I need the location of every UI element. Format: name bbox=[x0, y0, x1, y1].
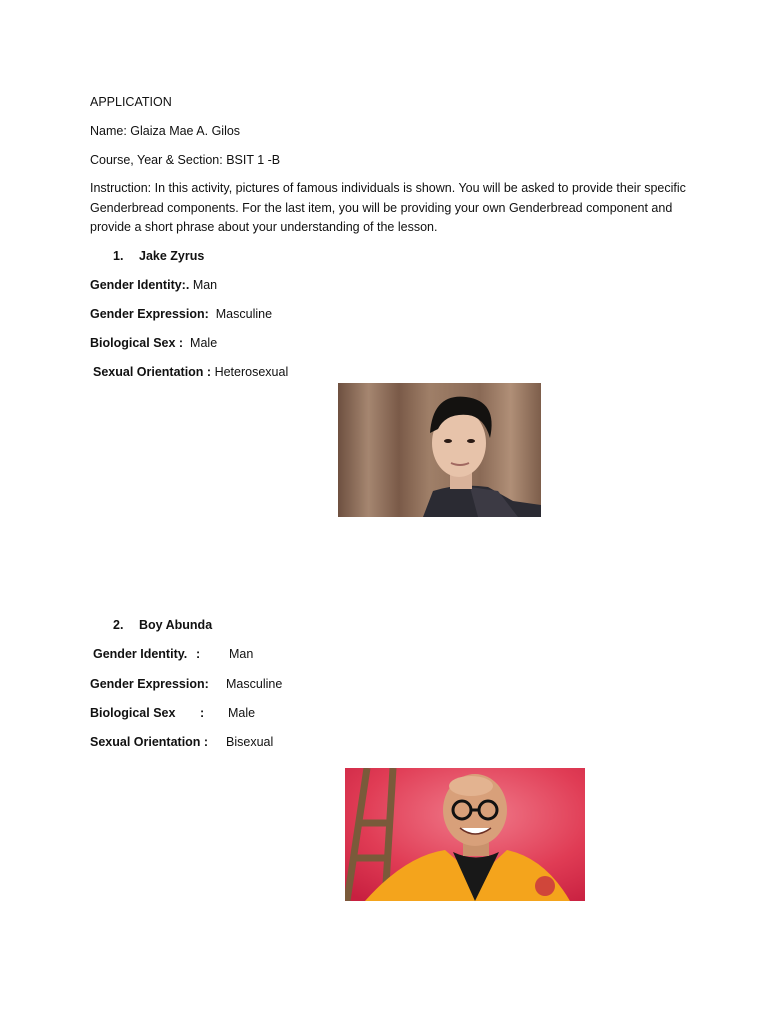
field-label: Gender Expression: bbox=[90, 677, 209, 691]
item-2-gender-identity bbox=[93, 645, 254, 663]
field-separator: : bbox=[196, 647, 201, 661]
field-value: Male bbox=[228, 706, 256, 720]
field-value: Male bbox=[190, 336, 218, 350]
field-value: Heterosexual bbox=[214, 365, 289, 379]
jake-zyrus-photo bbox=[338, 383, 541, 517]
field-label: Biological Sex bbox=[90, 706, 176, 720]
field-value: Masculine bbox=[226, 677, 283, 691]
student-name: Name: Glaiza Mae A. Gilos bbox=[90, 124, 241, 138]
item-2-heading bbox=[113, 616, 212, 634]
field-label: Sexual Orientation : bbox=[93, 365, 212, 379]
item-1-number: 1. bbox=[113, 249, 124, 263]
item-2-sexual-orientation bbox=[90, 733, 390, 751]
item-1-sexual-orientation bbox=[93, 363, 288, 381]
item-2-number: 2. bbox=[113, 618, 124, 632]
item-1-gender-identity bbox=[90, 276, 217, 294]
item-2-biological-sex bbox=[90, 704, 390, 722]
field-label: Gender Identity:. bbox=[90, 278, 190, 292]
document-heading: APPLICATION bbox=[90, 95, 172, 109]
item-1-gender-expression bbox=[90, 305, 272, 323]
field-value: Masculine bbox=[215, 307, 273, 321]
item-2-name: Boy Abunda bbox=[139, 618, 213, 632]
field-label: Gender Expression: bbox=[90, 307, 209, 321]
field-value: Bisexual bbox=[226, 735, 274, 749]
field-label: Biological Sex : bbox=[90, 336, 184, 350]
field-label: Gender Identity. bbox=[93, 647, 188, 661]
item-1-name: Jake Zyrus bbox=[139, 249, 205, 263]
course-year-section: Course, Year & Section: BSIT 1 -B bbox=[90, 153, 281, 167]
field-value: Man bbox=[192, 278, 218, 292]
boy-abunda-photo bbox=[345, 768, 585, 901]
field-value: Man bbox=[229, 647, 254, 661]
item-1-biological-sex bbox=[90, 334, 217, 352]
field-separator: : bbox=[200, 706, 205, 720]
item-2-gender-expression bbox=[90, 675, 390, 693]
field-label: Sexual Orientation : bbox=[90, 735, 209, 749]
instruction-paragraph: Instruction: In this activity, pictures of famous individuals is shown. You will be asked to provide their specific Genderbread components. For the last item, you will be providing your own Genderbread component and provide a short phrase about your understanding of the lesson. bbox=[90, 181, 686, 234]
item-1-heading bbox=[113, 247, 204, 265]
